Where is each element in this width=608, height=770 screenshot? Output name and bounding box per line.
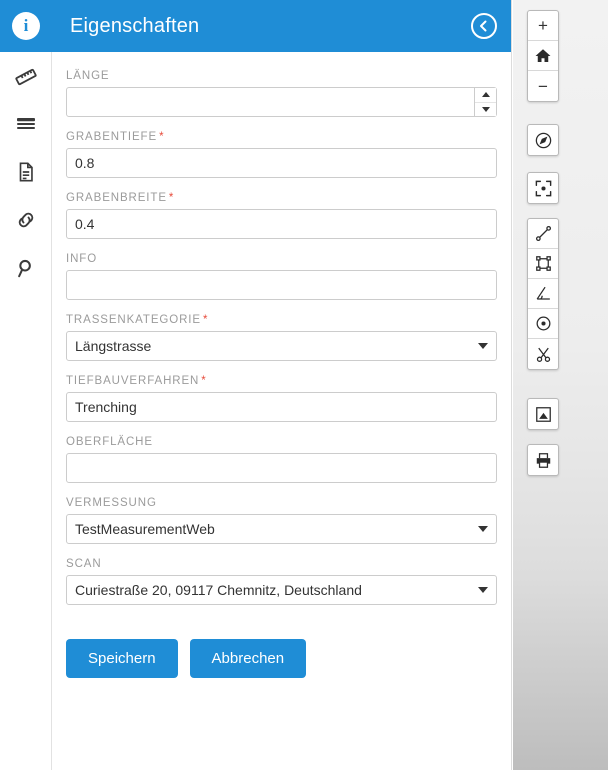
- draw-polygon-icon[interactable]: [528, 249, 558, 279]
- map-viewport[interactable]: [513, 0, 608, 770]
- input-wrap-grabentiefe: [66, 148, 497, 178]
- input-wrap-grabenbreite: [66, 209, 497, 239]
- field-trassenkategorie: [66, 314, 497, 361]
- field-scan: [66, 558, 497, 605]
- field-label-grabentiefe: GRABENTIEFE *: [66, 131, 165, 143]
- cancel-button[interactable]: Abbrechen: [190, 639, 307, 678]
- select-wrap-trassenkategorie: [66, 331, 497, 361]
- tiefbauverfahren-input[interactable]: [66, 392, 497, 422]
- field-label-trassenkategorie: TRASSENKATEGORIE *: [66, 314, 209, 326]
- fit-extent-icon[interactable]: [528, 173, 558, 203]
- info-tab[interactable]: [0, 0, 52, 52]
- link-icon[interactable]: [0, 196, 52, 244]
- trassenkategorie-select[interactable]: Längstrasse: [66, 331, 497, 361]
- info-input[interactable]: [66, 270, 497, 300]
- draw-line-icon[interactable]: [528, 219, 558, 249]
- field-info: [66, 253, 497, 300]
- save-button[interactable]: Speichern: [66, 639, 178, 678]
- panel-header: [52, 0, 511, 52]
- field-label-info: INFO: [66, 253, 98, 265]
- select-wrap-vermessung: [66, 514, 497, 544]
- field-oberflaeche: [66, 436, 497, 483]
- laenge-input[interactable]: [66, 87, 497, 117]
- field-label-laenge: LÄNGE: [66, 70, 110, 82]
- measure-angle-icon[interactable]: [528, 279, 558, 309]
- document-icon[interactable]: [0, 148, 52, 196]
- required-marker: *: [159, 131, 165, 143]
- oberflaeche-input[interactable]: [66, 453, 497, 483]
- draw-toolbar: [527, 218, 559, 370]
- home-button[interactable]: [528, 41, 558, 71]
- scissors-icon[interactable]: [528, 339, 558, 369]
- scan-select[interactable]: Curiestraße 20, 09117 Chemnitz, Deutschland: [66, 575, 497, 605]
- required-marker: *: [201, 375, 207, 387]
- zoom-out-button[interactable]: −: [538, 76, 548, 96]
- stepper-down-icon[interactable]: [475, 103, 496, 117]
- page-title: Eigenschaften: [70, 14, 200, 37]
- compass-icon[interactable]: [528, 125, 558, 155]
- info-icon: i: [12, 12, 40, 40]
- print-toolbar: [527, 444, 559, 476]
- field-label-oberflaeche: OBERFLÄCHE: [66, 436, 153, 448]
- stepper-up-icon[interactable]: [475, 88, 496, 103]
- locate-toolbar: [527, 124, 559, 156]
- left-icon-rail: [0, 0, 52, 770]
- grabenbreite-input[interactable]: [66, 209, 497, 239]
- field-grabentiefe: [66, 131, 497, 178]
- field-grabenbreite: [66, 192, 497, 239]
- vermessung-select[interactable]: TestMeasurementWeb: [66, 514, 497, 544]
- form-actions: [66, 639, 497, 678]
- back-button[interactable]: [471, 13, 497, 39]
- layer-switch-icon[interactable]: [528, 399, 558, 429]
- ruler-icon[interactable]: [0, 52, 52, 100]
- layers-icon[interactable]: [0, 100, 52, 148]
- field-label-scan: SCAN: [66, 558, 102, 570]
- draw-circle-icon[interactable]: [528, 309, 558, 339]
- field-vermessung: [66, 497, 497, 544]
- properties-form: [52, 52, 511, 688]
- field-label-tiefbauverfahren: TIEFBAUVERFAHREN *: [66, 375, 207, 387]
- input-wrap-info: [66, 270, 497, 300]
- field-label-grabenbreite: GRABENBREITE *: [66, 192, 175, 204]
- layer-toolbar: [527, 398, 559, 430]
- required-marker: *: [202, 314, 209, 326]
- printer-icon[interactable]: [528, 445, 558, 475]
- zoom-toolbar: [527, 10, 559, 102]
- required-marker: *: [168, 192, 175, 204]
- input-wrap-laenge: [66, 87, 497, 117]
- field-laenge: [66, 70, 497, 117]
- zoom-in-button[interactable]: +: [528, 11, 558, 41]
- select-wrap-scan: [66, 575, 497, 605]
- properties-panel: [52, 0, 512, 770]
- input-wrap-tiefbauverfahren: [66, 392, 497, 422]
- field-tiefbauverfahren: [66, 375, 497, 422]
- field-label-vermessung: VERMESSUNG: [66, 497, 157, 509]
- search-icon[interactable]: [0, 244, 52, 292]
- input-wrap-oberflaeche: [66, 453, 497, 483]
- grabentiefe-input[interactable]: [66, 148, 497, 178]
- laenge-stepper[interactable]: [474, 88, 496, 116]
- fit-extent-toolbar: [527, 172, 559, 204]
